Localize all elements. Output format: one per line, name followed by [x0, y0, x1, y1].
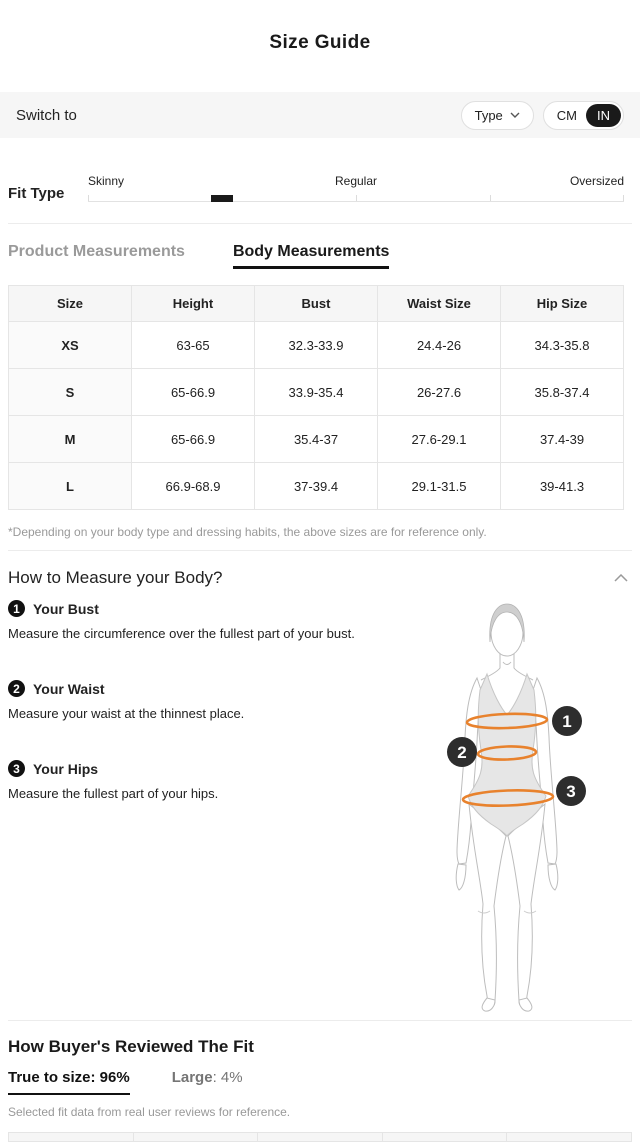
svg-text:1: 1 — [562, 712, 572, 731]
cell-waist: 27.6-29.1 — [378, 416, 501, 463]
cell-height: 65-66.9 — [132, 416, 255, 463]
table-row — [9, 416, 624, 463]
col-header-bust: Bust — [255, 286, 378, 322]
how-to-measure-title: How to Measure your Body? — [8, 568, 223, 587]
table-header-row — [9, 286, 624, 322]
body-measurement-illustration — [447, 602, 632, 1012]
cell-height: 63-65 — [132, 322, 255, 369]
unit-option-in-selected[interactable]: IN — [586, 104, 621, 127]
measure-item-desc: Measure the fullest part of your hips. — [8, 786, 219, 802]
size-disclaimer: *Depending on your body type and dressing habits, the above sizes are for reference only. — [8, 525, 487, 539]
large-stat: Large: 4% — [171, 1069, 243, 1086]
measurement-tabs — [8, 243, 632, 269]
measure-item-title: Your Waist — [33, 680, 105, 697]
fit-type-label: Fit Type — [8, 185, 65, 202]
cell-size: S — [9, 369, 132, 416]
svg-text:2: 2 — [457, 743, 467, 762]
col-header-height: Height — [132, 286, 255, 322]
cell-waist: 29.1-31.5 — [378, 463, 501, 510]
how-to-measure-section — [8, 568, 632, 1020]
col-header-size: Size — [9, 286, 132, 322]
cell-height: 66.9-68.9 — [132, 463, 255, 510]
divider — [8, 550, 632, 551]
step-3-badge: 3 — [8, 760, 25, 777]
fit-option-skinny: Skinny — [88, 174, 125, 188]
svg-text:3: 3 — [566, 782, 576, 801]
type-dropdown-button[interactable] — [461, 101, 534, 130]
page-title: Size Guide — [269, 32, 371, 53]
tab-body-measurements[interactable]: Body Measurements — [233, 243, 390, 269]
fit-slider-indicator[interactable] — [211, 195, 233, 202]
measure-item-bust — [8, 600, 408, 644]
measure-item-title: Your Bust — [33, 600, 99, 617]
cell-height: 65-66.9 — [132, 369, 255, 416]
fit-review-note: Selected fit data from real user reviews for reference. — [8, 1105, 291, 1119]
divider — [8, 1020, 632, 1021]
size-table — [8, 285, 624, 510]
cell-waist: 24.4-26 — [378, 322, 501, 369]
table-row — [9, 463, 624, 510]
fit-type-section — [8, 174, 624, 202]
col-header-waist: Waist Size — [378, 286, 501, 322]
fit-review-section — [8, 1037, 632, 1119]
table-row — [9, 369, 624, 416]
col-header-hip: Hip Size — [501, 286, 624, 322]
true-to-size-stat: True to size: 96% — [8, 1069, 130, 1095]
table-row — [9, 322, 624, 369]
switch-bar — [0, 92, 640, 138]
cell-hip: 39-41.3 — [501, 463, 624, 510]
measure-item-desc: Measure your waist at the thinnest place. — [8, 706, 245, 722]
measure-item-waist — [8, 680, 408, 724]
measure-item-hips — [8, 760, 408, 804]
measure-item-title: Your Hips — [33, 760, 99, 777]
step-2-badge: 2 — [8, 680, 25, 697]
cell-size: XS — [9, 322, 132, 369]
measure-item-desc: Measure the circumference over the fullest part of your bust. — [8, 626, 355, 641]
cell-size: L — [9, 463, 132, 510]
cell-hip: 35.8-37.4 — [501, 369, 624, 416]
chevron-up-icon[interactable] — [610, 570, 632, 586]
figure-badge-2 — [447, 737, 477, 767]
body-figure-illustration — [447, 602, 632, 1012]
fit-option-regular: Regular — [334, 174, 378, 188]
cell-bust: 33.9-35.4 — [255, 369, 378, 416]
divider — [8, 223, 632, 224]
chevron-down-icon — [510, 112, 520, 118]
unit-toggle[interactable] — [543, 101, 624, 130]
fit-option-oversized: Oversized — [569, 174, 624, 188]
cell-waist: 26-27.6 — [378, 369, 501, 416]
tab-product-measurements[interactable]: Product Measurements — [8, 243, 185, 260]
cell-hip: 37.4-39 — [501, 416, 624, 463]
unit-option-cm[interactable]: CM — [556, 107, 577, 123]
fit-type-slider[interactable] — [88, 174, 624, 202]
fit-review-title: How Buyer's Reviewed The Fit — [8, 1037, 254, 1056]
cell-bust: 35.4-37 — [255, 416, 378, 463]
switch-to-label: Switch to — [16, 106, 77, 124]
step-1-badge: 1 — [8, 600, 25, 617]
cell-bust: 37-39.4 — [255, 463, 378, 510]
fit-slider-track[interactable] — [88, 189, 624, 202]
figure-badge-1 — [552, 706, 582, 736]
cell-size: M — [9, 416, 132, 463]
figure-badge-3 — [556, 776, 586, 806]
cell-bust: 32.3-33.9 — [255, 322, 378, 369]
cell-hip: 34.3-35.8 — [501, 322, 624, 369]
type-dropdown-label: Type — [474, 107, 503, 123]
next-table-partial — [8, 1132, 632, 1142]
